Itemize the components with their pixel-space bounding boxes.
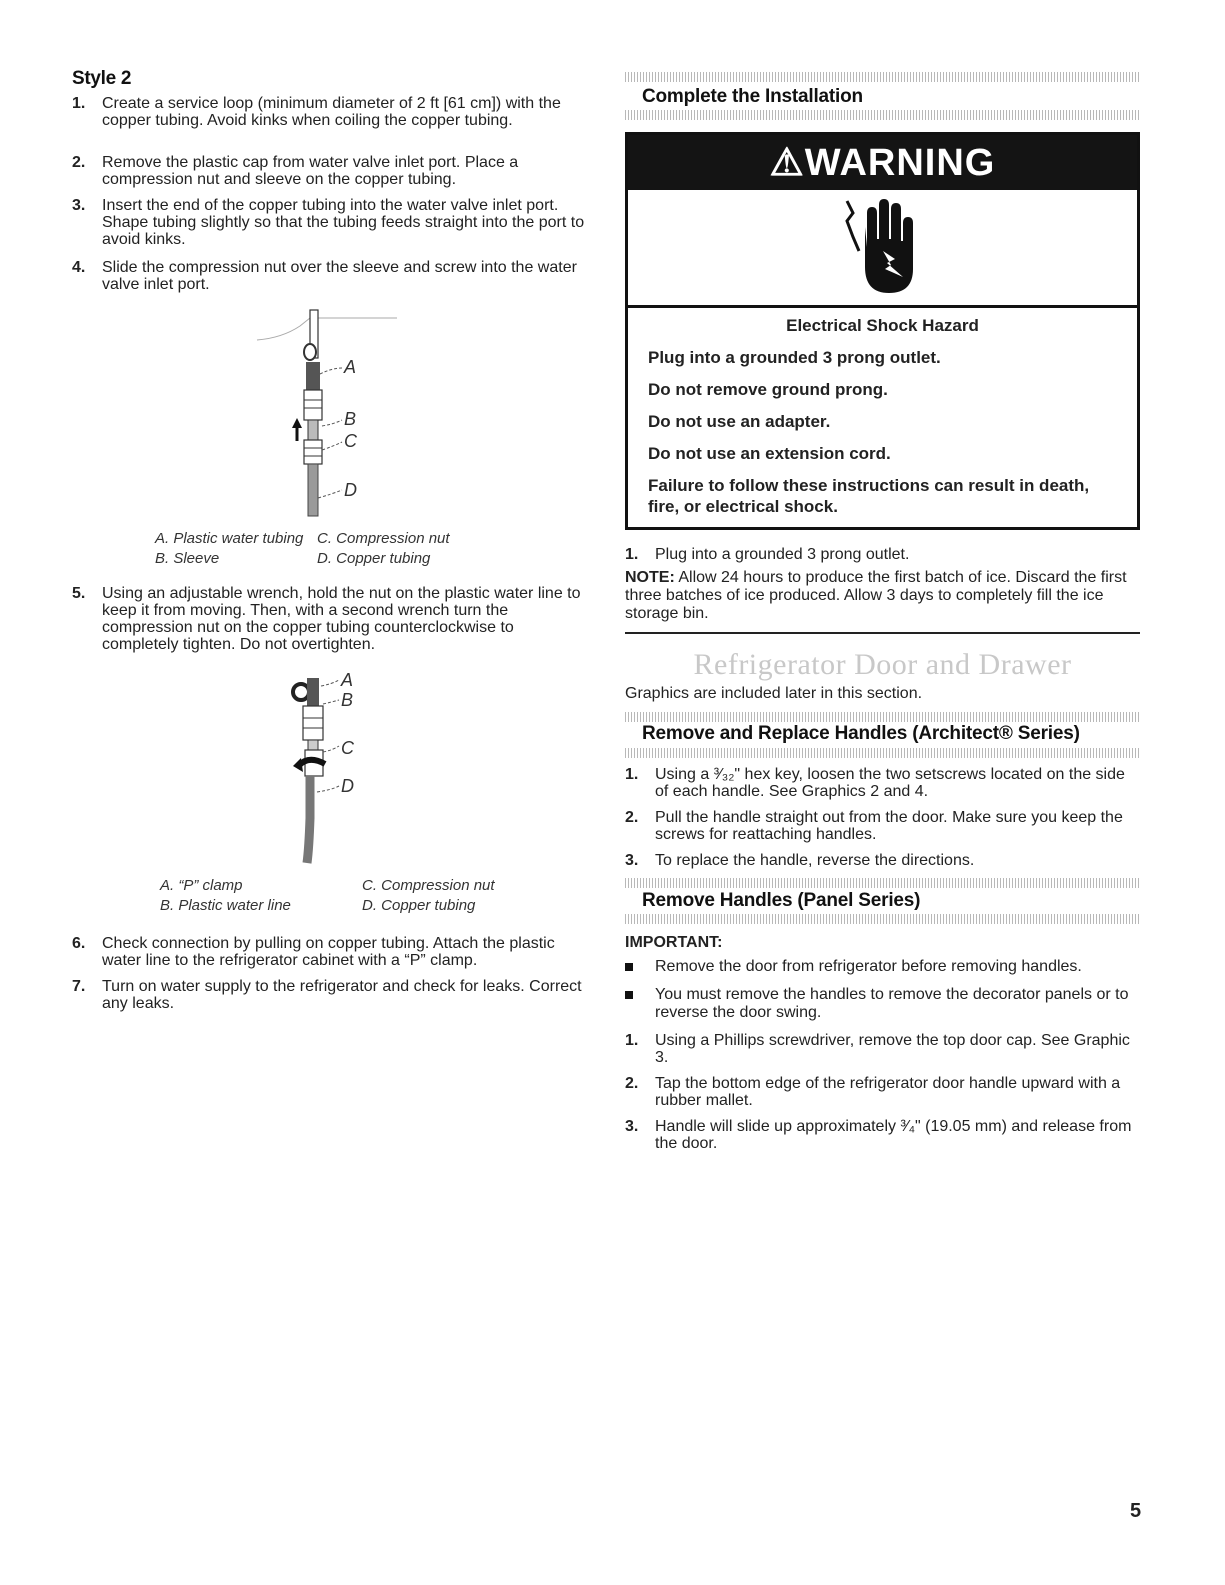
shock-hand-icon xyxy=(843,197,925,299)
note-paragraph: NOTE: Allow 24 hours to produce the first batch of ice. Discard the first three batches of ice produced. Allow 3 days to completely fill the ice storage bin. xyxy=(625,569,1127,622)
page-number: 5 xyxy=(1130,1500,1142,1522)
bullet-square-icon xyxy=(625,963,633,971)
fig2-caption-d: D. Copper tubing xyxy=(362,897,476,914)
important-label: IMPORTANT: xyxy=(625,934,723,951)
fig2-label-b: B xyxy=(341,690,354,710)
warning-triangle-icon: ⚠ xyxy=(769,142,805,184)
complete-heading: Complete the Installation xyxy=(642,86,863,107)
screen-rule xyxy=(625,914,1140,924)
screen-rule xyxy=(625,878,1140,888)
note-label: NOTE: xyxy=(625,569,675,586)
fig1-label-c: C xyxy=(344,431,357,451)
fig2-label-d: D xyxy=(341,776,354,796)
style-heading: Style 2 xyxy=(72,68,132,89)
warning-banner: ⚠WARNING xyxy=(628,135,1137,190)
hazard-title: Electrical Shock Hazard xyxy=(786,316,979,335)
fig1-caption-a: A. Plastic water tubing xyxy=(155,530,304,547)
section-rule xyxy=(625,632,1140,634)
fig1-caption-d: D. Copper tubing xyxy=(317,550,431,567)
screen-rule xyxy=(625,748,1140,758)
warning-line-2: Do not remove ground prong. xyxy=(648,380,888,399)
warning-line-5: Failure to follow these instructions can result in death, fire, or electrical shock. xyxy=(648,476,1090,516)
figure-1-tubing-diagram xyxy=(252,308,412,523)
screen-rule xyxy=(625,712,1140,722)
warning-line-4: Do not use an extension cord. xyxy=(648,444,891,463)
fig1-caption-c: C. Compression nut xyxy=(317,530,450,547)
fig2-caption-a: A. “P” clamp xyxy=(160,877,243,894)
fig1-caption-b: B. Sleeve xyxy=(155,550,220,567)
screen-rule xyxy=(625,110,1140,120)
warning-line-1: Plug into a grounded 3 prong outlet. xyxy=(648,348,941,367)
fig1-label-a: A xyxy=(344,357,357,377)
screen-rule xyxy=(625,72,1140,82)
fig2-label-a: A xyxy=(341,670,354,690)
bullet-square-icon xyxy=(625,991,633,999)
panel-heading: Remove Handles (Panel Series) xyxy=(642,890,921,911)
section-title: Refrigerator Door and Drawer xyxy=(693,648,1072,681)
fig2-label-c: C xyxy=(341,738,354,758)
architect-heading: Remove and Replace Handles (Architect® Series) xyxy=(642,723,1080,744)
warning-box xyxy=(625,132,1140,530)
section-intro: Graphics are included later in this section. xyxy=(625,685,923,702)
hazard-separator xyxy=(628,305,1137,308)
fig2-caption-b: B. Plastic water line xyxy=(160,897,291,914)
fig1-label-b: B xyxy=(344,409,357,429)
fig2-caption-c: C. Compression nut xyxy=(362,877,495,894)
figure-2-tubing-diagram xyxy=(277,668,387,873)
warning-line-3: Do not use an adapter. xyxy=(648,412,831,431)
fig1-label-d: D xyxy=(344,480,357,500)
